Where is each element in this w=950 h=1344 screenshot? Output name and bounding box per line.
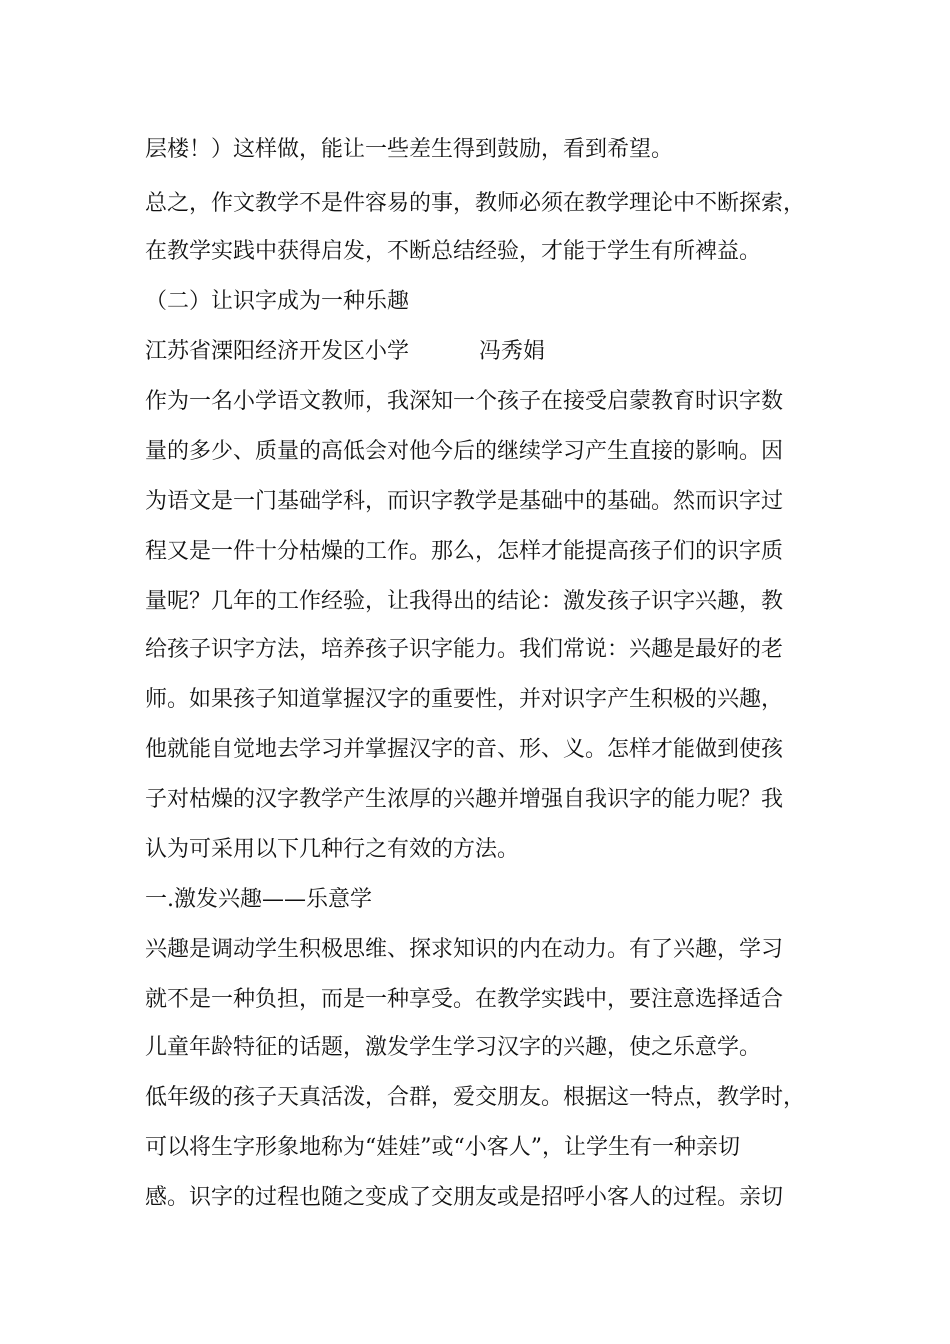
text-line: 量的多少、质量的高低会对他今后的继续学习产生直接的影响。因: [145, 439, 784, 464]
text-line: 量呢？几年的工作经验，让我得出的结论：激发孩子识字兴趣，教: [145, 589, 784, 614]
author-school: 江苏省溧阳经济开发区小学: [145, 339, 410, 364]
text-line: 师。如果孩子知道掌握汉字的重要性，并对识字产生积极的兴趣，: [145, 687, 784, 712]
text-line: 总之，作文教学不是件容易的事，教师必须在教学理论中不断探索，: [145, 191, 806, 216]
text-line: 给孩子识字方法，培养孩子识字能力。我们常说：兴趣是最好的老: [145, 637, 784, 662]
subsection-heading: 一.激发兴趣——乐意学: [145, 887, 372, 912]
text-line: 程又是一件十分枯燥的工作。那么，怎样才能提高孩子们的识字质: [145, 539, 784, 564]
text-line: 为语文是一门基础学科，而识字教学是基础中的基础。然而识字过: [145, 489, 784, 514]
text-line: 认为可采用以下几种行之有效的方法。: [145, 837, 520, 862]
author-line: [145, 332, 825, 372]
text-line: 作为一名小学语文教师，我深知一个孩子在接受启蒙教育时识字数: [145, 389, 784, 414]
text-line: 在教学实践中获得启发，不断总结经验，才能于学生有所裨益。: [145, 239, 762, 264]
text-line: 可以将生字形象地称为“娃娃”或“小客人”，让学生有一种亲切: [145, 1135, 740, 1160]
text-line: 低年级的孩子天真活泼，合群，爱交朋友。根据这一特点，教学时，: [145, 1085, 806, 1110]
text-line: 儿童年龄特征的话题，激发学生学习汉字的兴趣，使之乐意学。: [145, 1035, 762, 1060]
text-line: 他就能自觉地去学习并掌握汉字的音、形、义。怎样才能做到使孩: [145, 737, 784, 762]
text-line: 子对枯燥的汉字教学产生浓厚的兴趣并增强自我识字的能力呢？我: [145, 787, 784, 812]
text-line: 感。识字的过程也随之变成了交朋友或是招呼小客人的过程。亲切: [145, 1185, 784, 1210]
text-line: 层楼！）这样做，能让一些差生得到鼓励，看到希望。: [145, 137, 674, 162]
section-heading: （二）让识字成为一种乐趣: [145, 289, 410, 314]
text-line: 兴趣是调动学生积极思维、探求知识的内在动力。有了兴趣，学习: [145, 937, 784, 962]
text-line: 就不是一种负担，而是一种享受。在教学实践中，要注意选择适合: [145, 987, 784, 1012]
author-name: 冯秀娟: [479, 339, 546, 364]
